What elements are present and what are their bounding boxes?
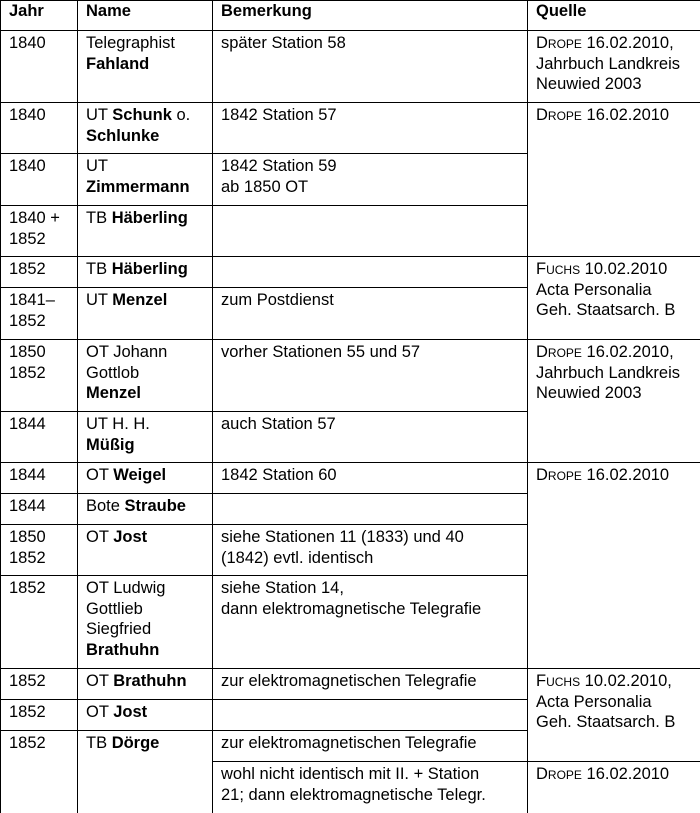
name-bold: Straube [125,497,186,515]
cell-name [78,463,213,494]
name-prefix: OT [86,466,109,484]
cell-quelle [528,257,700,340]
cell-bemerkung [213,257,528,288]
cell-name [78,206,213,257]
cell-quelle [528,31,700,103]
cell-jahr: 1841– 1852 [1,288,78,340]
table-row [1,340,700,412]
cell-quelle [528,340,700,463]
cell-jahr: 1852 [1,257,78,288]
cell-quelle [528,463,700,669]
name-prefix: Bote [86,497,120,515]
name-prefix: OT [86,672,109,690]
cell-name [78,412,213,463]
name-bold: Brathuhn [113,672,186,690]
cell-bemerkung: wohl nicht identisch mit II. + Station 21; dann elektromagnetische Telegr. [213,762,528,813]
name-bold: Zimmermann [86,178,190,196]
source-text: 16.02.2010, Jahrbuch Landkreis Neuwied 2003 [536,343,680,402]
cell-bemerkung: später Station 58 [213,31,528,103]
cell-name [78,288,213,340]
name-prefix: UT H. H. [86,415,150,433]
cell-name [78,257,213,288]
name-prefix: UT [86,157,108,175]
header-jahr: Jahr [1,1,78,31]
cell-bemerkung: vorher Stationen 55 und 57 [213,340,528,412]
name-prefix: OT [86,528,109,546]
cell-jahr: 1844 [1,412,78,463]
name-prefix: TB [86,209,107,227]
name-prefix: OT [86,703,109,721]
name-suffix: o. [177,106,191,124]
table-row [1,463,700,494]
name-prefix: OT Ludwig Gottlieb Siegfried [86,579,166,638]
cell-bemerkung: zum Postdienst [213,288,528,340]
cell-jahr: 1840 [1,103,78,154]
source-author: Drope [536,34,582,52]
name-bold: Müßig [86,436,135,454]
cell-name [78,31,213,103]
table-row [1,31,700,103]
name-prefix: Telegraphist [86,34,175,52]
cell-jahr: 1850 1852 [1,340,78,412]
name-bold: Weigel [113,466,166,484]
cell-bemerkung: 1842 Station 60 [213,463,528,494]
cell-bemerkung [213,494,528,525]
cell-jahr: 1850 1852 [1,525,78,576]
cell-name [78,576,213,669]
name-prefix: UT [86,291,108,309]
source-text: 16.02.2010 [582,765,669,783]
cell-bemerkung: zur elektromagnetischen Telegrafie [213,669,528,700]
name-bold: Häberling [112,260,188,278]
cell-bemerkung [213,206,528,257]
cell-jahr: 1852 [1,731,78,813]
name-bold: Menzel [112,291,167,309]
cell-bemerkung: zur elektromagnetischen Telegrafie [213,731,528,762]
cell-jahr: 1840 + 1852 [1,206,78,257]
cell-bemerkung: siehe Station 14, dann elektromagnetische Telegrafie [213,576,528,669]
cell-jahr: 1852 [1,576,78,669]
name-bold: Jost [113,528,147,546]
table-row [1,669,700,700]
source-text: 16.02.2010 [582,106,669,124]
cell-jahr: 1852 [1,669,78,700]
name-prefix: TB [86,260,107,278]
name-bold-2: Schlunke [86,127,159,145]
cell-bemerkung: auch Station 57 [213,412,528,463]
cell-name [78,669,213,700]
name-bold: Brathuhn [86,641,159,659]
cell-jahr: 1840 [1,31,78,103]
cell-quelle [528,762,700,813]
cell-bemerkung: siehe Stationen 11 (1833) und 40 (1842) evtl. identisch [213,525,528,576]
header-bemerkung: Bemerkung [213,1,528,31]
source-text: 16.02.2010 [582,466,669,484]
cell-jahr: 1840 [1,154,78,206]
name-bold: Häberling [112,209,188,227]
cell-name [78,340,213,412]
source-text: 16.02.2010, Jahrbuch Landkreis Neuwied 2003 [536,34,680,93]
cell-jahr: 1852 [1,700,78,731]
source-author: Drope [536,106,582,124]
name-bold: Fahland [86,55,149,73]
name-bold: Jost [113,703,147,721]
cell-name [78,731,213,813]
source-author: Fuchs [536,260,580,278]
name-prefix: OT Johann Gottlob [86,343,167,382]
cell-quelle [528,669,700,762]
source-author: Drope [536,343,582,361]
cell-bemerkung [213,700,528,731]
header-quelle: Quelle [528,1,700,31]
cell-name [78,700,213,731]
cell-name [78,525,213,576]
source-text: 10.02.2010 Acta Personalia Geh. Staatsarch. B [536,260,675,319]
cell-bemerkung: 1842 Station 59 ab 1850 OT [213,154,528,206]
header-row [1,1,700,31]
name-prefix: UT [86,106,108,124]
cell-name [78,154,213,206]
cell-bemerkung: 1842 Station 57 [213,103,528,154]
table-row [1,103,700,154]
cell-name [78,494,213,525]
cell-quelle [528,103,700,257]
cell-name [78,103,213,154]
name-prefix: TB [86,734,107,752]
name-bold: Menzel [86,384,141,402]
header-name: Name [78,1,213,31]
source-author: Drope [536,466,582,484]
cell-jahr: 1844 [1,463,78,494]
source-author: Fuchs [536,672,580,690]
cell-jahr: 1844 [1,494,78,525]
source-author: Drope [536,765,582,783]
source-text: 10.02.2010, Acta Personalia Geh. Staatsarch. B [536,672,675,731]
name-bold: Schunk [112,106,172,124]
name-bold: Dörge [112,734,160,752]
table-row [1,257,700,288]
